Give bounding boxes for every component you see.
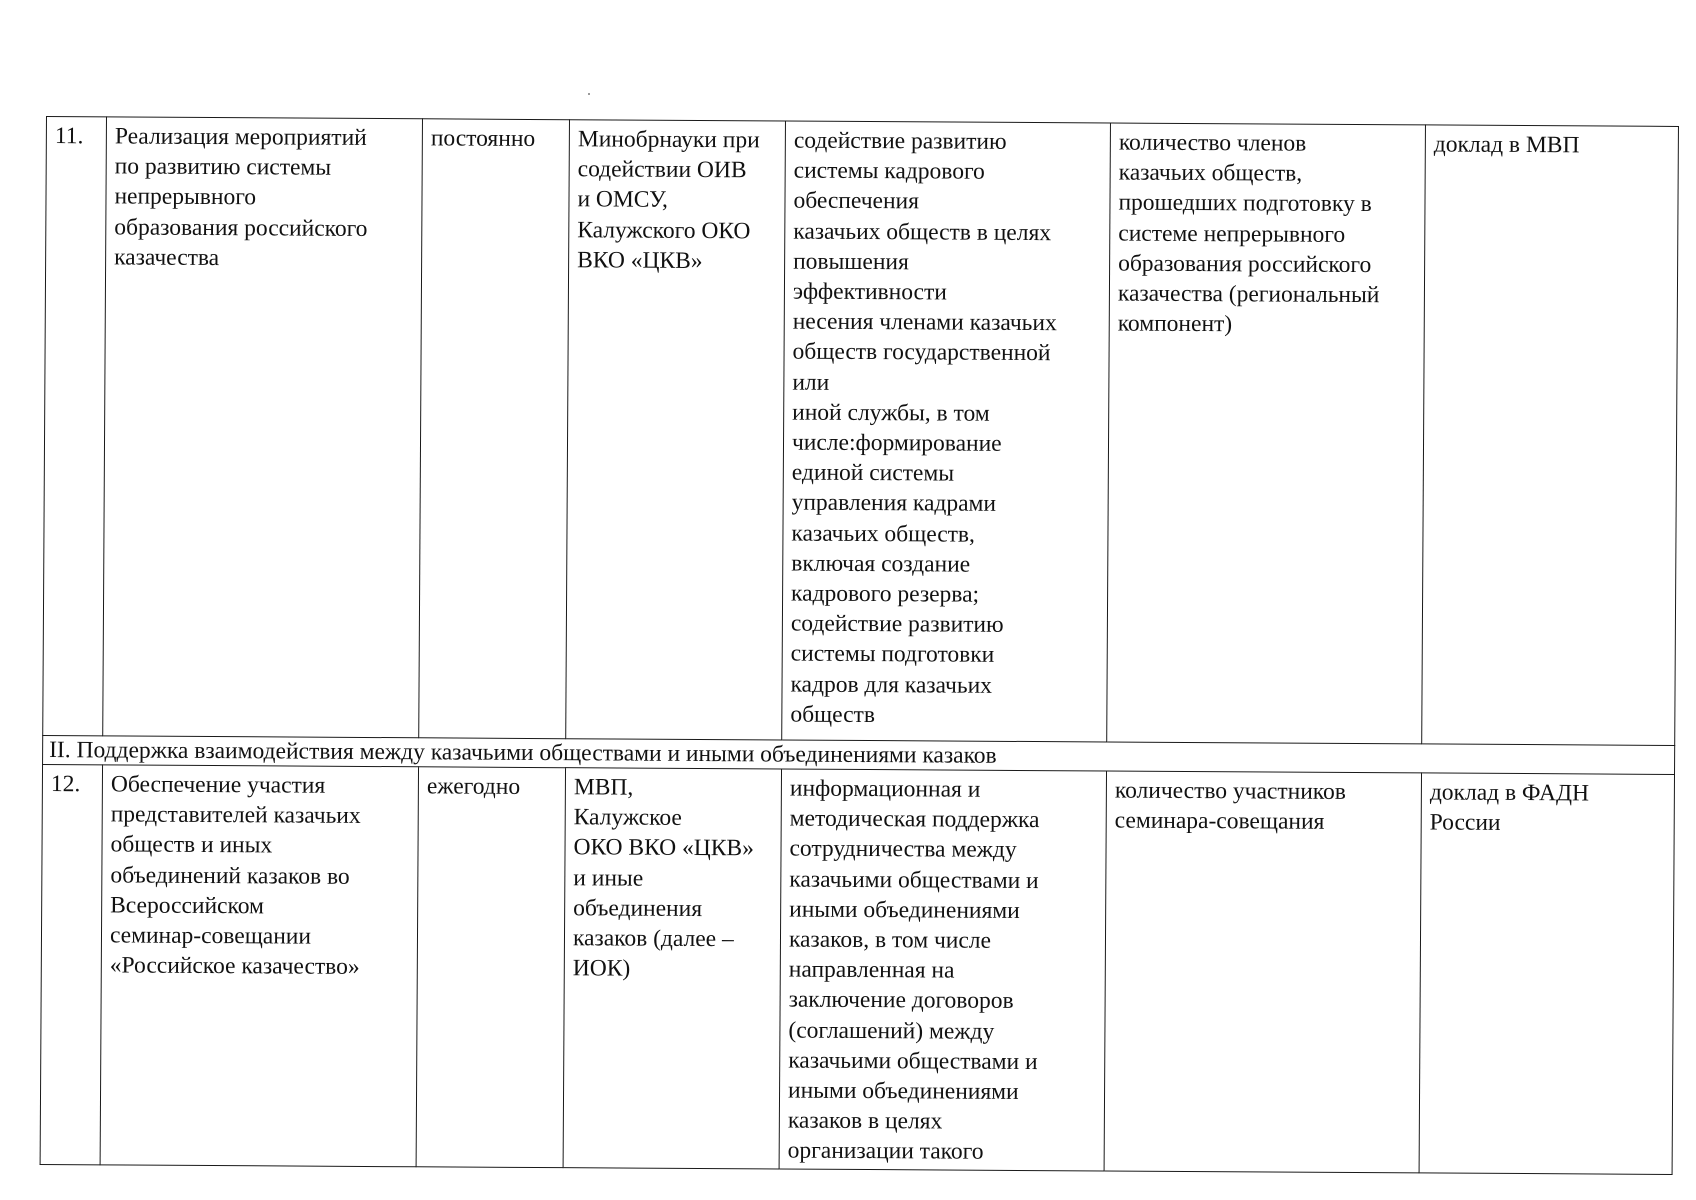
table-row — [43, 117, 1679, 746]
measures-table — [40, 116, 1679, 1175]
section-heading: II. Поддержка взаимодействия между казачьими обществами и иными объединениями казаков — [43, 735, 1675, 774]
event-cell: Обеспечение участия представителей казачьих обществ и иных объединений казаков во Всероссийском семинар-совещании «Российское казачество» — [100, 765, 418, 1167]
report-cell: доклад в ФАДН России — [1419, 773, 1674, 1174]
table-row — [40, 764, 1674, 1174]
event-cell: Реализация мероприятий по развитию системы непрерывного образования российского казачества — [103, 117, 423, 738]
term-cell: ежегодно — [416, 767, 565, 1168]
executors-cell: Минобрнауки при содействии ОИВ и ОМСУ, Калужского ОКО ВКО «ЦКВ» — [566, 120, 786, 740]
row-number: 12. — [40, 764, 102, 1164]
result-cell: содействие развитию системы кадрового обеспечения казачьих обществ в целях повышения эффективности несения членами казачьих обществ государственной или иной службы, в том числе:формирование единой системы управления кадрами казачьих обществ, включая создание кадрового резерва; содействие развитию системы подготовки кадров для казачьих обществ — [782, 121, 1111, 742]
report-cell: доклад в МВП — [1422, 125, 1679, 746]
indicator-cell: количество участников семинара-совещания — [1104, 771, 1421, 1173]
scan-speck — [588, 93, 590, 95]
row-number: 11. — [43, 117, 107, 736]
result-cell: информационная и методическая поддержка сотрудничества между казачьими обществами и иными объединениями казаков, в том числе направленная на заключение договоров (соглашений) между казачьими обществами и иными объединениями казаков в целях организации такого — [779, 769, 1106, 1171]
term-cell: постоянно — [419, 119, 570, 739]
executors-cell: МВП, Калужское ОКО ВКО «ЦКВ» и иные объединения казаков (далее – ИОК) — [563, 768, 781, 1169]
indicator-cell: количество членов казачьих обществ, прошедших подготовку в системе непрерывного образования российского казачества (региональный компонент) — [1107, 123, 1426, 744]
